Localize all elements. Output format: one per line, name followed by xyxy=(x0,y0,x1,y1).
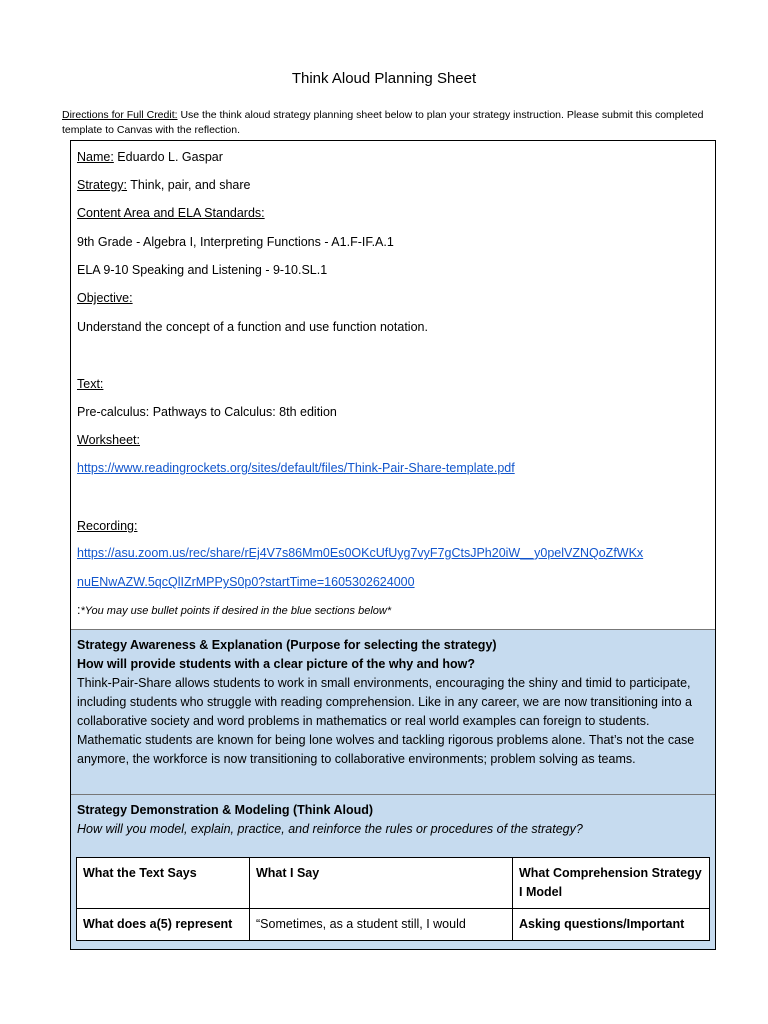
blue-section-note xyxy=(77,603,391,617)
think-aloud-table xyxy=(76,857,710,941)
modeling-question: How will you model, explain, practice, and reinforce the rules or procedures of the strategy? xyxy=(77,822,583,836)
note-prefix: : xyxy=(77,603,81,617)
strategy-row xyxy=(77,178,251,192)
cell-comprehension-strategy: Asking questions/Important xyxy=(513,909,710,941)
awareness-question: How will provide students with a clear picture of the why and how? xyxy=(77,657,475,671)
content-area-label: Content Area and ELA Standards: xyxy=(77,206,265,220)
objective-value: Understand the concept of a function and use function notation. xyxy=(77,320,428,334)
directions-lead: Directions for Full Credit: xyxy=(62,109,178,121)
directions-text: Use the think aloud strategy planning sheet below to plan your strategy instruction. Please submit this completed template to Canvas with the reflection. xyxy=(62,109,704,136)
name-label: Name: xyxy=(77,150,114,164)
note-text: *You may use bullet points if desired in the blue sections below* xyxy=(80,605,392,617)
recording-label: Recording: xyxy=(77,519,138,533)
info-section xyxy=(71,141,715,629)
header-what-i-say: What I Say xyxy=(250,858,513,909)
awareness-heading: Strategy Awareness & Explanation (Purpose for selecting the strategy) xyxy=(77,638,497,652)
name-value: Eduardo L. Gaspar xyxy=(113,150,223,164)
text-label: Text: xyxy=(77,377,104,391)
awareness-body: Think-Pair-Share allows students to work in small environments, encouraging the shiny and timid to participate, including students who struggle with reading comprehension. Like in any career, we are now transitioning into a collaborative society and word problems in mathematics or real world examples can foreign to students. Mathematic students are known for being lone wolves and tackling rigorous problems alone. That’s not the case anymore, the workforce is now transitioning to collaborative environments; problem solving as teams. xyxy=(77,676,695,766)
modeling-heading: Strategy Demonstration & Modeling (Think Aloud) xyxy=(77,803,374,817)
worksheet-link[interactable]: https://www.readingrockets.org/sites/default/files/Think-Pair-Share-template.pdf xyxy=(77,461,515,475)
strategy-modeling-section xyxy=(71,794,715,949)
page-title: Think Aloud Planning Sheet xyxy=(291,70,477,87)
strategy-label: Strategy: xyxy=(77,178,128,192)
cell-what-i-say: “Sometimes, as a student still, I would xyxy=(250,909,513,941)
directions xyxy=(62,108,722,138)
recording-link-line1[interactable]: https://asu.zoom.us/rec/share/rEj4V7s86Mm0Es0OKcUfUyg7vyF7gCtsJPh20iW__y0pelVZNQoZfWKx xyxy=(77,546,644,560)
worksheet-label: Worksheet: xyxy=(77,433,140,447)
text-value: Pre-calculus: Pathways to Calculus: 8th edition xyxy=(77,405,337,419)
strategy-awareness-section xyxy=(71,629,715,794)
planning-sheet-table xyxy=(70,140,716,950)
strategy-value: Think, pair, and share xyxy=(127,178,251,192)
recording-link-line2[interactable]: nuENwAZW.5qcQlIZrMPPyS0p0?startTime=1605302624000 xyxy=(77,575,415,589)
cell-text-says: What does a(5) represent xyxy=(77,909,250,941)
table-header-row xyxy=(77,858,710,909)
standard-algebra: 9th Grade - Algebra I, Interpreting Functions - A1.F-IF.A.1 xyxy=(77,235,394,249)
standard-ela: ELA 9-10 Speaking and Listening - 9-10.SL.1 xyxy=(77,263,328,277)
header-text-says: What the Text Says xyxy=(77,858,250,909)
header-comprehension-strategy: What Comprehension Strategy I Model xyxy=(513,858,710,909)
table-row xyxy=(77,909,710,941)
objective-label: Objective: xyxy=(77,291,133,305)
name-row xyxy=(77,150,223,164)
